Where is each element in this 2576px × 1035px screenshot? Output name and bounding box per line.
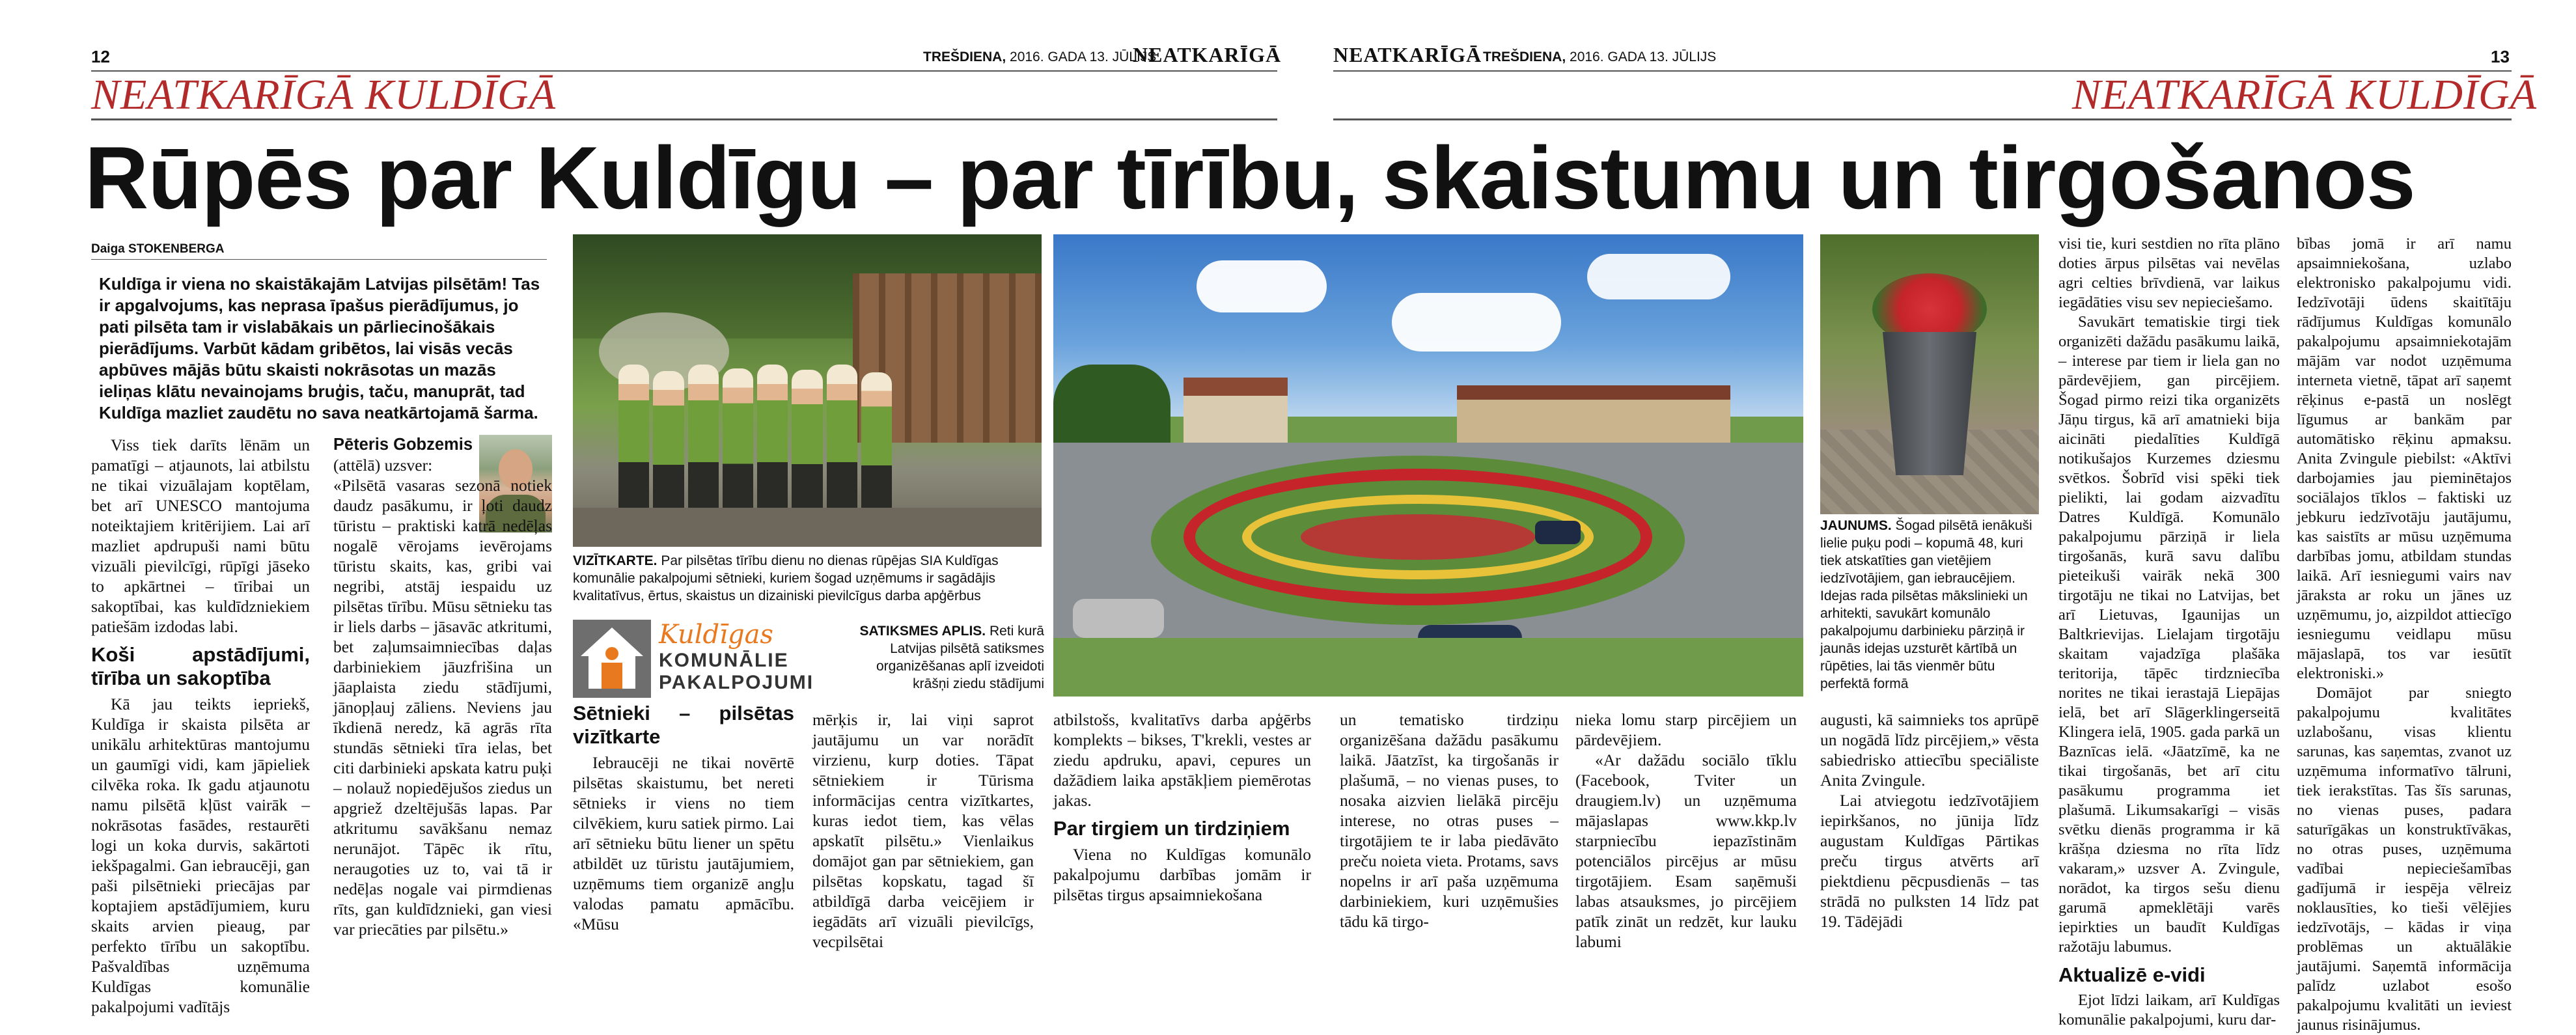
column-7	[1575, 710, 1797, 952]
cloud-2	[1392, 293, 1561, 352]
worker-7	[827, 365, 857, 527]
col1-paragraph-1: Viss tiek darīts lēnām un pamatīgi – atjaunots, lai atbilstu ne tikai vizuālajam koptēlam, bet arī UNESCO mantojuma noteiktajiem kritērijiem. Lai arī mazliet apdrupuši nami būtu vizuāli pievilcīgi, rūpīgi jāseko to apkārtnei – tīribai un sakoptībai, kas kuldīdzniekiem patiešām izdodas labi.	[91, 435, 310, 636]
car-white	[1073, 599, 1164, 638]
column-4	[812, 710, 1034, 952]
quote-name: Pēteris Gobzemis	[333, 435, 473, 454]
left-dateline-day: TREŠDIENA,	[923, 49, 1006, 64]
column-1	[91, 435, 310, 1017]
workers-caption-label: VIZĪTKARTE.	[573, 553, 658, 568]
cloud-1	[1197, 260, 1327, 312]
column-8	[1820, 710, 2039, 932]
worker-1	[618, 365, 649, 527]
logo-line-1: KOMUNĀLIE	[659, 650, 789, 671]
workers-group	[618, 365, 892, 527]
col5-subhead: Par tirgiem un tirdziņiem	[1053, 817, 1290, 840]
worker-4	[723, 368, 753, 527]
right-dateline	[1483, 49, 1716, 65]
col7-paragraph-1: nieka lomu starp pircējiem un pārdevējiem.	[1575, 710, 1797, 749]
column-3	[573, 702, 794, 934]
left-dateline	[923, 49, 1156, 65]
flowerpot-caption	[1820, 517, 2039, 693]
house-logo-icon	[573, 620, 651, 698]
right-section-title: NEATKARĪGĀ KULDĪGĀ	[2072, 71, 2538, 118]
roundabout-caption-text: Reti kurā Latvijas pilsētā satiksmes organizēšanas aplī izveidoti krāšņi ziedu stādījumi	[876, 624, 1044, 691]
article-byline: Daiga STOKENBERGA	[91, 242, 225, 256]
worker-2	[653, 371, 684, 527]
logo-script: Kuldīgas	[659, 620, 773, 650]
roof-1	[1184, 378, 1288, 396]
roundabout-caption-label: SATIKSMES APLIS.	[859, 624, 986, 639]
flower-pot	[1883, 332, 1976, 475]
byline-rule	[91, 259, 547, 260]
company-logo	[573, 620, 814, 698]
right-masthead: NEATKARĪGĀ	[1333, 43, 1482, 66]
column-6	[1340, 710, 1558, 932]
left-dateline-date: 2016. GADA 13. JŪLIJS	[1006, 49, 1157, 64]
right-section-rule	[1333, 118, 2512, 120]
col10-paragraph-1: bības jomā ir arī namu apsaimniekošana, uzlabo elektronisko pakalpojumu vidi. Iedzīvotāji ūdens skaitītāju rādījumus Kuldīgas komunālo pakalpojumu apsaimniekotajām mājām var nodot uzņēmuma interneta vietnē, tāpat arī saņemt rēķinus e-pastā un noslēgt līgumus ar bankām par automātisko rēķinu apmaksu. Anita Zvingule piebilst: «Aktīvi darbojamies jau pieminētajos sociālajos tīklos – faktiski uz jebkuru iedzīvotāju jautājumu, kas saistīts ar mūsu uzņēmuma darbības jomu, atbildam stundas laikā. Arī iesniegumi vairs nav jāraksta ar roku un jānes uz uzņēmumu, jo, aizpildot attiecīgo iesniegumu veidlapu mūsu mājaslapā, tos var iesūtīt elektroniski.»	[2297, 235, 2512, 682]
col5-paragraph-2: Viena no Kuldīgas komunālo pakalpojumu darbības jomām ir pilsētas tirgus apsaimniekošana	[1053, 845, 1311, 904]
quote-role: (attēlā) uzsver:	[333, 456, 433, 475]
logo-line-2: PAKALPOJUMI	[659, 672, 814, 693]
grass-foreground	[1053, 638, 1803, 697]
col8-paragraph-2: Lai atviegotu iedzīvotājiem iepirkšanos, no jūnija līdz augustam Kuldīgas Pārtikas preču tirgus atvērts arī piektdienu pēcpusdienās – tas strādā no pulksten 14 līdz pat 19. Tādējādi	[1820, 791, 2039, 931]
column-9	[2058, 234, 2280, 1030]
roundabout-caption	[859, 622, 1044, 693]
col8-paragraph-1: augusti, kā saimnieks tos aprūpē un nogādā līdz pircējiem,» vēsta sabiedrisko attiecību speciāliste Anita Zvingule.	[1820, 710, 2039, 790]
workers-photo	[573, 234, 1042, 547]
car-distant	[1535, 521, 1581, 544]
left-section-title: NEATKARĪGĀ KULDĪGĀ	[91, 71, 557, 118]
left-masthead: NEATKARĪGĀ	[1133, 43, 1282, 66]
column-2	[333, 475, 552, 939]
workers-caption	[573, 552, 1042, 605]
article-headline: Rūpēs par Kuldīgu – par tīrību, skaistumu un tirgošanos	[85, 128, 2415, 227]
left-page-number: 12	[91, 47, 110, 66]
left-section-rule	[91, 118, 1277, 120]
col10-paragraph-2: Domājot par sniegto pakalpojumu kvalitātes uzlabošanu, visas klientu sarunas, kas saņemtas, zvanot uz uzņēmuma informatīvo tālruni, tiek ierakstītas. Tas šīs sarunas, no vienas puses, padara saturīgākas un konstruktīvākas, no otras puses, uzņēmuma vadībai nepieciešamības gadījumā ir iespēja vēlreiz noklausīties, ko tieši vēlējies iedzīvotājs, – kādas ir viņa problēmas un aktuālākie jautājumi. Saņemtā informācija palīdz uzlabot esošo pakalpojumu kvalitāti un ieviest jaunus risinājumus.	[2297, 684, 2512, 1034]
col9-paragraph-3: Ejot līdzi laikam, arī Kuldīgas komunālie pakalpojumi, kuru dar-	[2058, 991, 2280, 1028]
col1-paragraph-2: Kā jau teikts iepriekš, Kuldīga ir skaista pilsēta ar unikālu arhitektūras mantojumu un gaumīgi vidi, kam jāpieliek cilvēka roka. Ik gadu atjaunotu namu pilsētā kļūst vairāk – nokrāsotas fasādes, restaurēti logi un koka durvis, sakārtoti iekšpagalmi. Gan iebraucēji, gan paši pilsētnieki priecājas par koptajiem apstādījumiem, kuru skaits arvien pieaug, par perfekto tīrību un sakoptību. Pašvaldības uzņēmuma Kuldīgas komunālie pakalpojumi vadītājs	[91, 695, 310, 1016]
right-page-number: 13	[2491, 47, 2510, 66]
workers-photo-ground	[573, 508, 1042, 547]
flower-center	[1301, 514, 1535, 560]
flowerpot-caption-label: JAUNUMS.	[1820, 518, 1892, 533]
column-5	[1053, 710, 1311, 905]
col2-paragraph-1: «Pilsētā vasaras sezonā notiek daudz pasākumu, ir ļoti daudz tūristu – praktiski katrā nedēļas nogalē vērojams ievērojams tūristu skaits, kas, gribi vai negribi, atstāj iespaidu uz pilsētas tīrību. Mūsu sētnieku tas ir liels darbs – jāsavāc atkritumi, bet zaļumsaimniecības daļas darbiniekiem jāuzfrišina un jāaplaista ziedu stādījumi, jānopļauj zāliens. Neviens jau īkdienā neredz, kā agrās rīta stundās sētnieki tīra ielas, bet citi darbinieki apskata katru puķi – nolauž nopiedējušos ziedus un apgriež dzeltējušās lapas. Par atkritumu savākšanu nemaz nerunājot. Tāpēc ik rītu, neraugoties uz to, vai tā ir nedēļas nogale vai pirmdienas rīts, gan kuldīdznieki, gan viesi var priecāties par pilsētu.»	[333, 476, 552, 939]
col6-paragraph-1: un tematisko tirdziņu organizēšana dažādu pasākumu laikā. Jāatzīst, ka tirgošanās ir plašumā, – no vienas puses, to nosaka aizvien lielākā pircēju interese, no otras puses – tirgotājiem te ir laba piedāvāto preču noieta vieta. Protams, savs nopelns ir arī paša uzņēmuma darbiniekiem, kuri uzņēmušies tādu kā tirgo-	[1340, 710, 1558, 931]
worker-6	[792, 370, 822, 527]
cloud-3	[1587, 254, 1730, 299]
worker-5	[757, 365, 788, 527]
worker-8	[861, 372, 892, 527]
col9-subhead: Aktualizē e-vidi	[2058, 963, 2206, 986]
col7-paragraph-2: «Ar dažādu sociālo tīklu (Facebook, Tviter un draugiem.lv) un uzņēmuma mājaslapas www.kkp.lv starpniecību iepazīstinām potenciālos pircējus ar mūsu tirgotājiem. Esam saņēmuši labas atsauksmes, jo pircējiem patīk zināt un redzēt, kur lauku labumi	[1575, 751, 1797, 951]
col3-paragraph-1: Iebraucēji ne tikai novērtē pilsētas skaistumu, bet nereti sētnieks ir viens no tiem cilvēkiem, kuru satiek pirmo. Lai arī sētnieku būtu liener un spētu atbildēt uz tūristu jautājumiem, uzņēmums tiem organizē angļu valodas pamatu apmācību. «Mūsu	[573, 753, 794, 933]
building-1	[1184, 391, 1288, 449]
col1-subhead: Koši apstādījumi, tīrība un sakoptība	[91, 643, 310, 689]
flowerpot-caption-text: Šogad pilsētā ienākuši lielie puķu podi – kopumā 48, kuri tiek atskatīties gan vietējiem iedzīvotājiem, gan iebraucējiem. Idejas rada pilsētas mākslinieki un arhitekti, savukārt komunālo pakalpojumu darbinieku pārziņā ir jaunās idejas uzsturēt kārtībā un rūpēties, lai tās vienmēr būtu perfektā formā	[1820, 518, 2032, 691]
workers-caption-text: Par pilsētas tīrību dienu no dienas rūpējas SIA Kuldīgas komunālie pakalpojumi sētnieki, kuriem šogad uzņēmums ir sagādājis kvalitatīvus, ērtus, skaistus un dizainiski pievilcīgus darba apģērbus	[573, 553, 999, 603]
col9-paragraph-1: visi tie, kuri sestdien no rīta plāno doties ārpus pilsētas vai nevēlas agri celties brīvdienā, var laikus iegādāties visu sev nepieciešamo.	[2058, 235, 2280, 311]
right-dateline-date: 2016. GADA 13. JŪLIJS	[1566, 49, 1717, 64]
col9-paragraph-2: Savukārt tematiskie tirgi tiek organizēti dažādu pasākumu laikā, – interese par tiem ir liela gan no pārdevējiem, gan pircējiem. Šogad pirmo reizi tika organizēts Jāņu tirgus, kā arī amatnieki bija aicināti piedalīties Kuldīgā notikušajos Kurzemes dziesmu svētkos. Šobrīd visi spēki tiek pielikti, lai godam aizvadītu Datres Kuldīgā. Komunālo pakalpojumu pārziņā ir liela tirgošanās, kurā savu dalību pieteikuši vairāk nekā 300 tirgotāju ne tikai no Latvijas, bet arī Lietuvas, Igaunijas un Baltkrievijas. Lielajam tirgotāju skaitam vajadzīga plašāka teritorija, tāpēc tirdzniecība norites ne tikai ierastajā Liepājas ielā, bet arī Slāgerklingerseitā Klingera ielā, 1905. gada parkā un Baznīcas ielā. «Jāatzīmē, ka ne tikai tirgošanās, bet arī citu pasākumu programma iet plašumā. Likumsakarīgi – visās svētku dienās programma ir kā krāšņa dziesma no rīta līdz vakaram,» uzsver A. Zvingule, norādot, ka tirgos sešu dienu garumā apmeklētāji varēs iepirkties un baudīt Kuldīgas ražotāju labumus.	[2058, 313, 2280, 956]
column-2-top	[333, 435, 474, 475]
column-10	[2297, 234, 2512, 1035]
article-lead: Kuldīga ir viena no skaistākajām Latvijas pilsētām! Tas ir apgalvojums, kas neprasa īpašus pierādījumus, jo pati pilsēta tam ir vislabākais un pārliecinošākais pierādījums. Varbūt kādam gribētos, lai visās vecās apbūves mājās būtu skaisti nokrāsotas un mazās ieliņas klātu nevainojams bruģis, taču, manuprāt, tad Kuldīga mazliet zaudētu no sava neatkārtojamā šarma.	[99, 274, 540, 422]
flowerpot-photo	[1820, 234, 2039, 514]
right-dateline-day: TREŠDIENA,	[1483, 49, 1566, 64]
col3-subhead: Sētnieki – pilsētas vizītkarte	[573, 702, 794, 748]
roof-row	[1457, 385, 1730, 400]
roundabout-photo	[1053, 234, 1803, 697]
worker-3	[688, 365, 719, 527]
col4-paragraph-1: mērķis ir, lai viņi saprot jautājumu un var norādīt virzienu, kurp doties. Tāpat sētniekiem ir Tūrisma informācijas centra vizītkartes, kuras iedot tiem, kas vēlas apskatīt pilsētu.» Vienlaikus domājot gan par sētniekiem, gan pilsētas kopskatu, tagad šī atbildīgā darba veicējiem ir iegādāts arī vizuāli pievilcīgs, vecpilsētai	[812, 710, 1034, 951]
col5-paragraph-1: atbilstošs, kvalitatīvs darba apģērbs komplekts – bikses, T'krekli, vestes ar ziedu apdruku, apavi, cepures un dažādiem laika apstākļiem piemērotas jakas.	[1053, 710, 1311, 810]
building-row	[1457, 397, 1730, 443]
